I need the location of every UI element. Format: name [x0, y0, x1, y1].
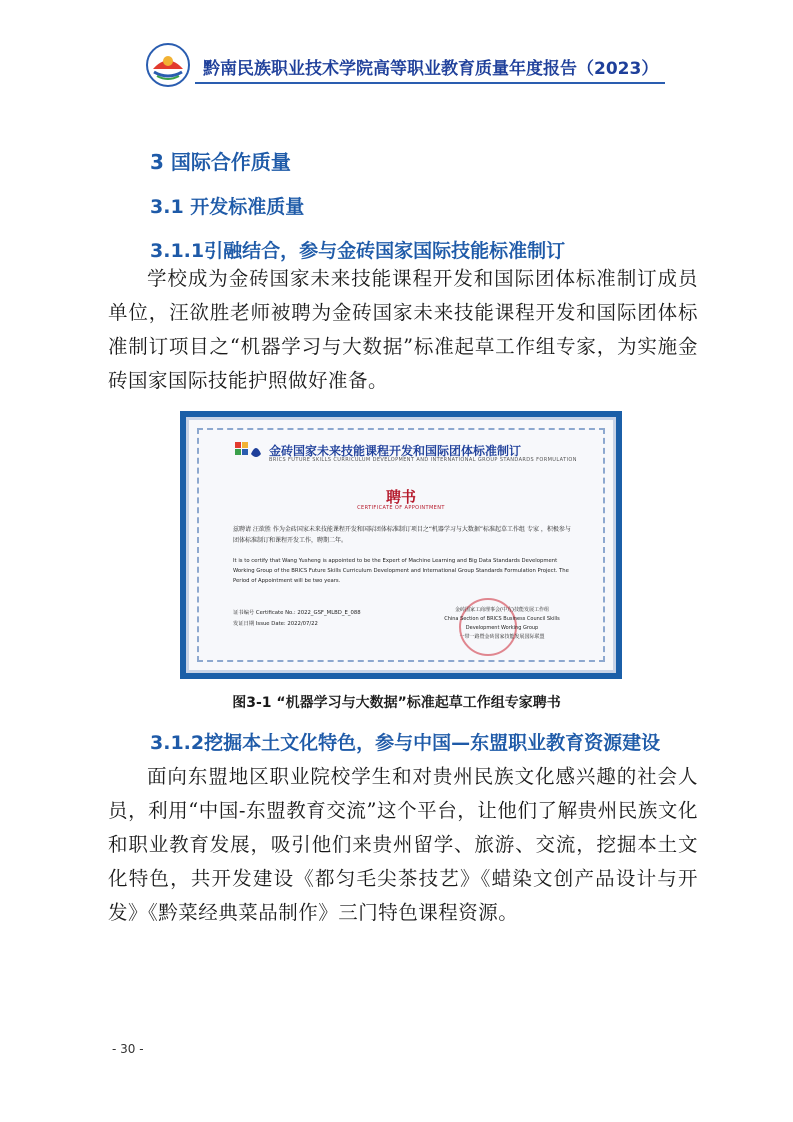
header-divider [195, 82, 665, 84]
issuer-en: China Section of BRICS Business Council Skills Development Working Group [444, 616, 560, 631]
certificate-issue-date: 发证日期 Issue Date: 2022/07/22 [233, 621, 318, 627]
certificate-banner [233, 440, 577, 464]
issuer2-cn: 一带一路暨金砖国家技能发展国际联盟 [459, 634, 545, 640]
page-header [145, 40, 659, 90]
section-heading-3-1-1: 3.1.1引融结合，参与金砖国家国际技能标准制订 [150, 240, 566, 262]
header-title: 黔南民族职业技术学院高等职业教育质量年度报告（2023） [203, 59, 659, 79]
paragraph-brics: 学校成为金砖国家未来技能课程开发和国际团体标准制订成员单位，汪欲胜老师被聘为金砖国家未来技能课程开发和国际团体标准制订项目之“机器学习与大数据”标准起草工作组专家，为实施金砖国家国际技能护照做好准备。 [108, 267, 698, 392]
paragraph-asean: 面向东盟地区职业院校学生和对贵州民族文化感兴趣的社会人员，利用“中国-东盟教育交流”这个平台，让他们了解贵州民族文化和职业教育发展，吸引他们来贵州留学、旅游、交流，挖掘本土文化特色，共开发建设《都匀毛尖茶技艺》《蜡染文创产品设计与开发》《黔菜经典菜品制作》三门特色课程资源。 [108, 765, 698, 924]
certificate-body-en: It is to certify that Wang Yusheng is appointed to be the Expert of Machine Learning and Big Data Standards Development Working Group of the BRICS Future Skills Curriculum Development and International Group Standards Formulation Project. The Period of Appointment will be two years. [233, 558, 569, 584]
certificate-heading-en: CERTIFICATE OF APPOINTMENT [357, 505, 445, 511]
section-heading-3-1: 3.1 开发标准质量 [150, 196, 305, 218]
certificate-body-cn: 兹聘请 汪欲胜 作为金砖国家未来技能课程开发和国际团体标准制订项目之“机器学习与大数据”标准起草工作组 专家 ，积极参与团体标准制订和课程开发工作，聘期二年。 [233, 526, 571, 544]
page-number: - 30 - [112, 1042, 144, 1056]
section-heading-3: 3 国际合作质量 [150, 150, 291, 174]
certificate-number: 证书编号 Certificate No.: 2022_GSF_MLBD_E_088 [233, 610, 361, 616]
figure-caption: 图3-1 “机器学习与大数据”标准起草工作组专家聘书 [232, 695, 561, 711]
college-logo-icon [145, 42, 191, 88]
section-heading-3-1-2: 3.1.2挖掘本土文化特色，参与中国—东盟职业教育资源建设 [150, 732, 661, 754]
certificate-org-title: 金砖国家未来技能课程开发和国际团体标准制订 [269, 444, 522, 458]
issuer-cn: 金砖国家工商理事会(中方)技能发展工作组 [455, 607, 549, 613]
certificate-meta [233, 608, 361, 630]
certificate-image [180, 411, 622, 679]
certificate-issuer [427, 606, 577, 642]
brics-logo-icon [233, 440, 263, 464]
certificate-paper [186, 417, 616, 673]
certificate-org-title-en: BRICS FUTURE SKILLS CURRICULUM DEVELOPMENT AND INTERNATIONAL GROUP STANDARDS FORMULATION [269, 457, 577, 463]
certificate-heading: 聘书 [385, 488, 416, 506]
